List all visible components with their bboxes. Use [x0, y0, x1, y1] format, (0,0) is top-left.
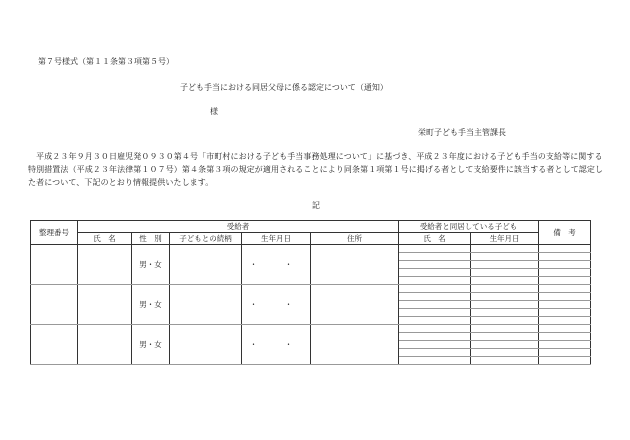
biko-cell[interactable]	[539, 245, 591, 253]
biko-cell[interactable]	[539, 261, 591, 269]
child-birthdate-cell[interactable]	[471, 245, 539, 253]
child-name-cell[interactable]	[399, 301, 471, 309]
child-name-cell[interactable]	[399, 269, 471, 277]
child-birthdate-cell[interactable]	[471, 293, 539, 301]
seiri-cell[interactable]	[31, 245, 78, 285]
child-name-cell[interactable]	[399, 317, 471, 325]
birthdate-cell: ・ ・	[242, 245, 311, 285]
biko-cell[interactable]	[539, 341, 591, 349]
child-name-cell[interactable]	[399, 333, 471, 341]
name-cell[interactable]	[78, 325, 132, 365]
address-cell[interactable]	[311, 285, 399, 325]
biko-cell[interactable]	[539, 285, 591, 293]
sender-name: 栄町子ども手当主管課長	[418, 128, 506, 137]
header-name: 氏 名	[78, 233, 132, 245]
birthdate-cell: ・ ・	[242, 285, 311, 325]
child-name-cell[interactable]	[399, 349, 471, 357]
biko-cell[interactable]	[539, 309, 591, 317]
child-name-cell[interactable]	[399, 285, 471, 293]
child-birthdate-cell[interactable]	[471, 325, 539, 333]
header-biko: 備 考	[539, 221, 591, 245]
seiri-cell[interactable]	[31, 325, 78, 365]
sex-cell: 男・女	[132, 245, 170, 285]
child-name-cell[interactable]	[399, 341, 471, 349]
header-jukyusha: 受給者	[78, 221, 399, 233]
biko-cell[interactable]	[539, 333, 591, 341]
child-birthdate-cell[interactable]	[471, 317, 539, 325]
header-relation: 子どもとの続柄	[170, 233, 242, 245]
info-table	[30, 220, 591, 365]
header-seiri-bango: 整理番号	[31, 221, 78, 245]
birthdate-cell: ・ ・	[242, 325, 311, 365]
table-row	[31, 245, 591, 253]
relation-cell[interactable]	[170, 245, 242, 285]
child-name-cell[interactable]	[399, 309, 471, 317]
sex-cell: 男・女	[132, 325, 170, 365]
child-birthdate-cell[interactable]	[471, 285, 539, 293]
name-cell[interactable]	[78, 245, 132, 285]
child-name-cell[interactable]	[399, 277, 471, 285]
header-address: 住所	[311, 233, 399, 245]
child-name-cell[interactable]	[399, 253, 471, 261]
biko-cell[interactable]	[539, 293, 591, 301]
child-name-cell[interactable]	[399, 325, 471, 333]
address-cell[interactable]	[311, 325, 399, 365]
child-name-cell[interactable]	[399, 293, 471, 301]
biko-cell[interactable]	[539, 269, 591, 277]
seiri-cell[interactable]	[31, 285, 78, 325]
child-birthdate-cell[interactable]	[471, 349, 539, 357]
child-birthdate-cell[interactable]	[471, 341, 539, 349]
biko-cell[interactable]	[539, 317, 591, 325]
child-birthdate-cell[interactable]	[471, 309, 539, 317]
address-cell[interactable]	[311, 245, 399, 285]
header-sex: 性 別	[132, 233, 170, 245]
sex-cell: 男・女	[132, 285, 170, 325]
child-birthdate-cell[interactable]	[471, 261, 539, 269]
body-paragraph: 平成２３年９月３０日雇児発０９３０第４号「市町村における子ども手当事務処理について」に基づき、平成２３年度における子ども手当の支給等に関する特別措置法（平成２３年法律第１０７号）第４条第３項の規定が適用されることにより同条第１項第１号に掲げる者として支給要件に該当する者として認定した者について、下記のとおり情報提供いたします。	[28, 152, 604, 187]
relation-cell[interactable]	[170, 285, 242, 325]
addressee-suffix: 様	[210, 107, 218, 116]
child-name-cell[interactable]	[399, 261, 471, 269]
header-birthdate: 生年月日	[242, 233, 311, 245]
relation-cell[interactable]	[170, 325, 242, 365]
ki-heading: 記	[312, 201, 320, 210]
child-name-cell[interactable]	[399, 357, 471, 365]
biko-cell[interactable]	[539, 349, 591, 357]
biko-cell[interactable]	[539, 253, 591, 261]
name-cell[interactable]	[78, 285, 132, 325]
form-number: 第７号様式（第１１条第３項第５号）	[38, 57, 174, 66]
child-birthdate-cell[interactable]	[471, 277, 539, 285]
header-child-birthdate: 生年月日	[471, 233, 539, 245]
table-row	[31, 325, 591, 333]
child-name-cell[interactable]	[399, 245, 471, 253]
table-row	[31, 285, 591, 293]
child-birthdate-cell[interactable]	[471, 269, 539, 277]
header-doukyo-kodomo: 受給者と同居している子ども	[399, 221, 539, 233]
child-birthdate-cell[interactable]	[471, 357, 539, 365]
child-birthdate-cell[interactable]	[471, 333, 539, 341]
biko-cell[interactable]	[539, 301, 591, 309]
biko-cell[interactable]	[539, 325, 591, 333]
document-title: 子ども手当における同居父母に係る認定について（通知）	[180, 83, 388, 92]
biko-cell[interactable]	[539, 277, 591, 285]
child-birthdate-cell[interactable]	[471, 301, 539, 309]
header-child-name: 氏 名	[399, 233, 471, 245]
biko-cell[interactable]	[539, 357, 591, 365]
child-birthdate-cell[interactable]	[471, 253, 539, 261]
